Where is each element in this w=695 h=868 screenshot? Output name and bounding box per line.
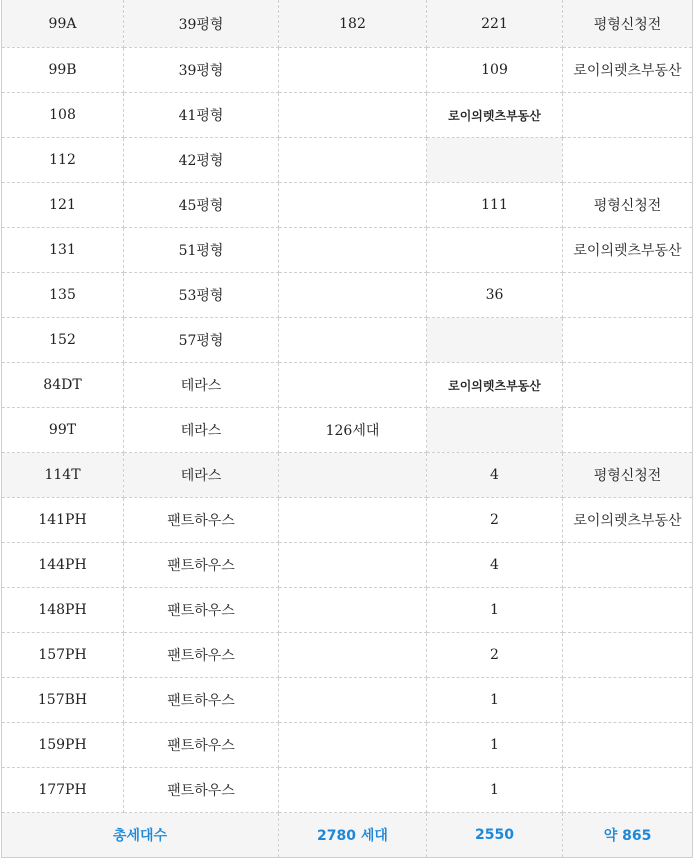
table-row: [2, 588, 693, 633]
unit-size-cell: 53평형: [124, 273, 279, 318]
unit-size-cell: 45평형: [124, 183, 279, 228]
unit-size-cell: 39평형: [124, 0, 279, 48]
unit-size-cell: 팬트하우스: [124, 678, 279, 723]
unit-size-cell: 41평형: [124, 93, 279, 138]
unit-type-cell: 84DT: [2, 363, 124, 408]
table-row: [2, 678, 693, 723]
unit-households-cell: [279, 723, 427, 768]
unit-type-cell: 112: [2, 138, 124, 183]
unit-households-cell: [279, 498, 427, 543]
table-body: [2, 0, 693, 813]
unit-note-cell: [563, 408, 693, 453]
unit-note-cell: [563, 363, 693, 408]
unit-type-cell: 131: [2, 228, 124, 273]
unit-households-cell: 182: [279, 0, 427, 48]
unit-type-cell: 159PH: [2, 723, 124, 768]
unit-note-cell: [563, 93, 693, 138]
table-row: [2, 363, 693, 408]
unit-type-cell: 177PH: [2, 768, 124, 813]
unit-size-cell: 팬트하우스: [124, 498, 279, 543]
unit-count-cell: 로이의렛츠부동산: [427, 363, 563, 408]
unit-size-cell: 팬트하우스: [124, 633, 279, 678]
table-row: [2, 768, 693, 813]
unit-size-cell: 팬트하우스: [124, 588, 279, 633]
unit-type-cell: 157PH: [2, 633, 124, 678]
table-row: [2, 273, 693, 318]
unit-note-cell: 로이의렛츠부동산: [563, 228, 693, 273]
unit-size-cell: 팬트하우스: [124, 768, 279, 813]
unit-size-cell: 테라스: [124, 408, 279, 453]
unit-type-cell: 141PH: [2, 498, 124, 543]
unit-households-cell: [279, 48, 427, 93]
table-row: [2, 0, 693, 48]
table-row: [2, 138, 693, 183]
unit-count-cell: 로이의렛츠부동산: [427, 93, 563, 138]
unit-note-cell: 로이의렛츠부동산: [563, 498, 693, 543]
unit-count-cell: 109: [427, 48, 563, 93]
unit-count-cell: 111: [427, 183, 563, 228]
unit-households-cell: [279, 93, 427, 138]
unit-type-cell: 148PH: [2, 588, 124, 633]
unit-size-cell: 테라스: [124, 453, 279, 498]
unit-type-cell: 99T: [2, 408, 124, 453]
unit-note-cell: [563, 318, 693, 363]
unit-households-cell: [279, 588, 427, 633]
unit-note-cell: 로이의렛츠부동산: [563, 48, 693, 93]
table-row: [2, 228, 693, 273]
unit-count-cell: 2: [427, 633, 563, 678]
unit-note-cell: 평형신청전: [563, 0, 693, 48]
unit-type-cell: 144PH: [2, 543, 124, 588]
table-row: [2, 633, 693, 678]
table-row: [2, 498, 693, 543]
table-row: [2, 543, 693, 588]
unit-count-cell: 1: [427, 768, 563, 813]
total-label: 총세대수: [2, 813, 279, 858]
unit-type-cell: 99B: [2, 48, 124, 93]
unit-count-cell: 4: [427, 453, 563, 498]
unit-type-cell: 157BH: [2, 678, 124, 723]
unit-households-cell: [279, 543, 427, 588]
unit-households-cell: [279, 228, 427, 273]
unit-households-cell: [279, 453, 427, 498]
unit-households-cell: 126세대: [279, 408, 427, 453]
unit-count-cell: 1: [427, 678, 563, 723]
unit-note-cell: 평형신청전: [563, 453, 693, 498]
unit-note-cell: 평형신청전: [563, 183, 693, 228]
table-row: [2, 93, 693, 138]
unit-count-cell: [427, 408, 563, 453]
unit-size-cell: 테라스: [124, 363, 279, 408]
unit-size-cell: 57평형: [124, 318, 279, 363]
unit-count-cell: [427, 318, 563, 363]
unit-type-cell: 135: [2, 273, 124, 318]
unit-type-cell: 152: [2, 318, 124, 363]
unit-count-cell: 1: [427, 723, 563, 768]
table-row: [2, 723, 693, 768]
unit-households-cell: [279, 678, 427, 723]
unit-households-cell: [279, 363, 427, 408]
unit-type-cell: 121: [2, 183, 124, 228]
unit-note-cell: [563, 543, 693, 588]
total-row: [2, 813, 693, 858]
unit-table: [1, 0, 693, 858]
unit-count-cell: 221: [427, 0, 563, 48]
unit-households-cell: [279, 273, 427, 318]
table-row: [2, 183, 693, 228]
unit-size-cell: 42평형: [124, 138, 279, 183]
unit-note-cell: [563, 588, 693, 633]
unit-type-cell: 114T: [2, 453, 124, 498]
unit-type-cell: 99A: [2, 0, 124, 48]
table-row: [2, 48, 693, 93]
total-note: 약 865: [563, 813, 693, 858]
unit-households-cell: [279, 183, 427, 228]
unit-count-cell: 2: [427, 498, 563, 543]
total-units: 2780 세대: [279, 813, 427, 858]
table-row: [2, 318, 693, 363]
unit-households-cell: [279, 768, 427, 813]
unit-size-cell: 51평형: [124, 228, 279, 273]
unit-size-cell: 팬트하우스: [124, 543, 279, 588]
unit-count-cell: 36: [427, 273, 563, 318]
unit-households-cell: [279, 138, 427, 183]
unit-note-cell: [563, 723, 693, 768]
unit-note-cell: [563, 633, 693, 678]
unit-count-cell: 1: [427, 588, 563, 633]
unit-households-cell: [279, 318, 427, 363]
table-row: [2, 408, 693, 453]
unit-count-cell: [427, 228, 563, 273]
unit-size-cell: 팬트하우스: [124, 723, 279, 768]
unit-count-cell: 4: [427, 543, 563, 588]
unit-note-cell: [563, 678, 693, 723]
total-count: 2550: [427, 813, 563, 858]
table-row: [2, 453, 693, 498]
unit-type-cell: 108: [2, 93, 124, 138]
unit-note-cell: [563, 138, 693, 183]
unit-size-cell: 39평형: [124, 48, 279, 93]
unit-households-cell: [279, 633, 427, 678]
unit-note-cell: [563, 273, 693, 318]
unit-note-cell: [563, 768, 693, 813]
unit-count-cell: [427, 138, 563, 183]
